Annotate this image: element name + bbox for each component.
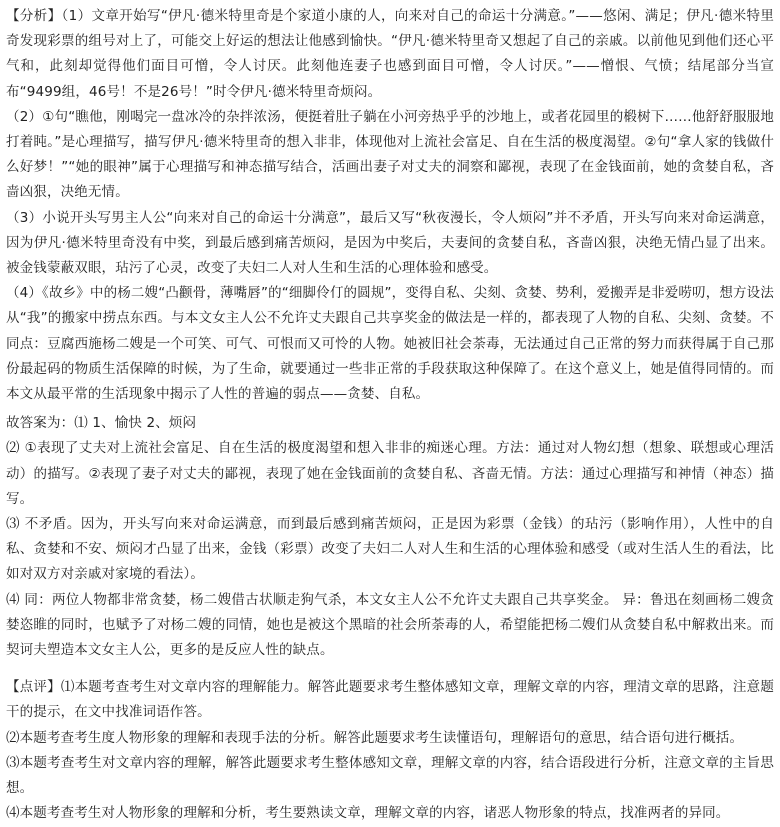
comment-paragraph-1: 【点评】⑴本题考查考生对文章内容的理解能力。解答此题要求考生整体感知文章，理解文章的内容，理清文章的思路，注意题干的提示，在文中找准词语作答。: [6, 679, 774, 721]
comment-paragraph-4: ⑷本题考查考生对人物形象的理解和分析，考生要熟读文章，理解文章的内容，诸恶人物形象的特点，找准两者的异同。: [6, 805, 730, 822]
analysis-paragraph-3: （3）小说开头写男主人公“向来对自己的命运十分满意”，最后又写“秋夜漫长，令人烦闷”并不矛盾，开头写向来对命运满意，因为伊凡·德米特里奇没有中奖，到最后感到痛苦烦闷，是因为中奖后，夫妻间的贪婪自私，吝啬凶狠，决绝无情凸显了出来。被金钱蒙蔽双眼，玷污了心灵，改变了夫妇二人对人生和生活的心理体验和感受。: [6, 209, 774, 277]
answer-item-4: ⑷ 同：两位人物都非常贪婪，杨二嫂借古状顺走狗气杀，本文女主人公不允许丈夫跟自己共享奖金。 异：鲁迅在刻画杨二嫂贪婪恣睢的同时，也赋予了对杨二嫂的同情，她也是被这个黑暗的社会所荼毒的人，希望能把杨二嫂们从贪婪自私中解救出来。而契诃夫塑造本文女主人公，更多的是反应人性的缺点。: [6, 591, 774, 659]
comment-paragraph-2: ⑵本题考查考生度人物形象的理解和表现手法的分析。解答此题要求考生读懂语句，理解语句的意思，结合语句进行概括。: [6, 729, 744, 746]
analysis-paragraph-2: （2）①句“瞧他，刚喝完一盘冰冷的杂拌浓汤，便挺着肚子躺在小河旁热乎乎的沙地上，或者花园里的椴树下……他舒舒服服地打着盹。”是心理描写，描写伊凡·德米特里奇的想入非非，体现他对上流社会富足、自在生活的极度渴望。②句“拿人家的钱做什么好梦！”“她的眼神”属于心理描写和神态描写结合，活画出妻子对丈夫的洞察和鄙视，表现了在金钱面前，她的贪婪自私，吝啬凶狠，决绝无情。: [6, 108, 774, 201]
analysis-paragraph-4: （4）《故乡》中的杨二嫂“凸颧骨，薄嘴唇”的“细脚伶仃的圆规”，变得自私、尖刻、贪婪、势利，爱搬弄是非爱唠叨，想方设法从“我”的搬家中捞点东西。与本文女主人公不允许丈夫跟自己共享奖金的做法是一样的，都表现了人物的自私、尖刻、贪婪。不同点：豆腐西施杨二嫂是一个可笑、可气、可恨而又可怜的人物。她被旧社会荼毒，无法通过自己正常的努力而获得属于自己那份最起码的物质生活保障的时候，为了生命，就要通过一些非正常的手段获取这种保障了。在这个意义上，她是值得同情的。而本文从最平常的生活现象中揭示了人性的普遍的弱点——贪婪、自私。: [6, 285, 774, 403]
comment-section: [6, 675, 774, 826]
analysis-section: [6, 4, 774, 407]
comment-paragraph-3: ⑶本题考查考生对文章内容的理解，解答此题要求考生整体感知文章，理解文章的内容，结合语段进行分析，注意文章的主旨思想。: [6, 754, 774, 797]
answer-heading: 故答案为：⑴ 1、愉快 2、烦闷: [6, 415, 197, 432]
answer-section: [6, 411, 774, 663]
answer-item-3: ⑶ 不矛盾。因为，开头写向来对命运满意，而到最后感到痛苦烦闷，正是因为彩票（金钱）的玷污（影响作用），人性中的自私、贪婪和不安、烦闷才凸显了出来，金钱（彩票）改变了夫妇二人对人生和生活的心理体验和感受（或对生活人生的看法，比如对双方对亲戚对家境的看法）。: [6, 516, 774, 583]
answer-item-2: ⑵ ①表现了丈夫对上流社会富足、自在生活的极度渴望和想入非非的痴迷心理。方法：通过对人物幻想（想象、联想或心理活动）的描写。②表现了妻子对丈夫的鄙视，表现了她在金钱面前的贪婪自私、吝啬无情。方法：通过心理描写和神情（神态）描写。: [6, 440, 774, 507]
analysis-paragraph-1: 【分析】（1）文章开始写“伊凡·德米特里奇是个家道小康的人，向来对自己的命运十分满意。”——悠闲、满足；伊凡·德米特里奇发现彩票的组号对上了，可能交上好运的想法让他感到愉快。“伊凡·德米特里奇又想起了自己的亲戚。以前他见到他们还心平气和，此刻却觉得他们面目可憎，令人讨厌。此刻他连妻子也感到面目可憎，令人讨厌。”——憎恨、气愤；结尾部分当宣布“9499组，46号！不是26号！”时令伊凡·德米特里奇烦闷。: [6, 8, 774, 100]
